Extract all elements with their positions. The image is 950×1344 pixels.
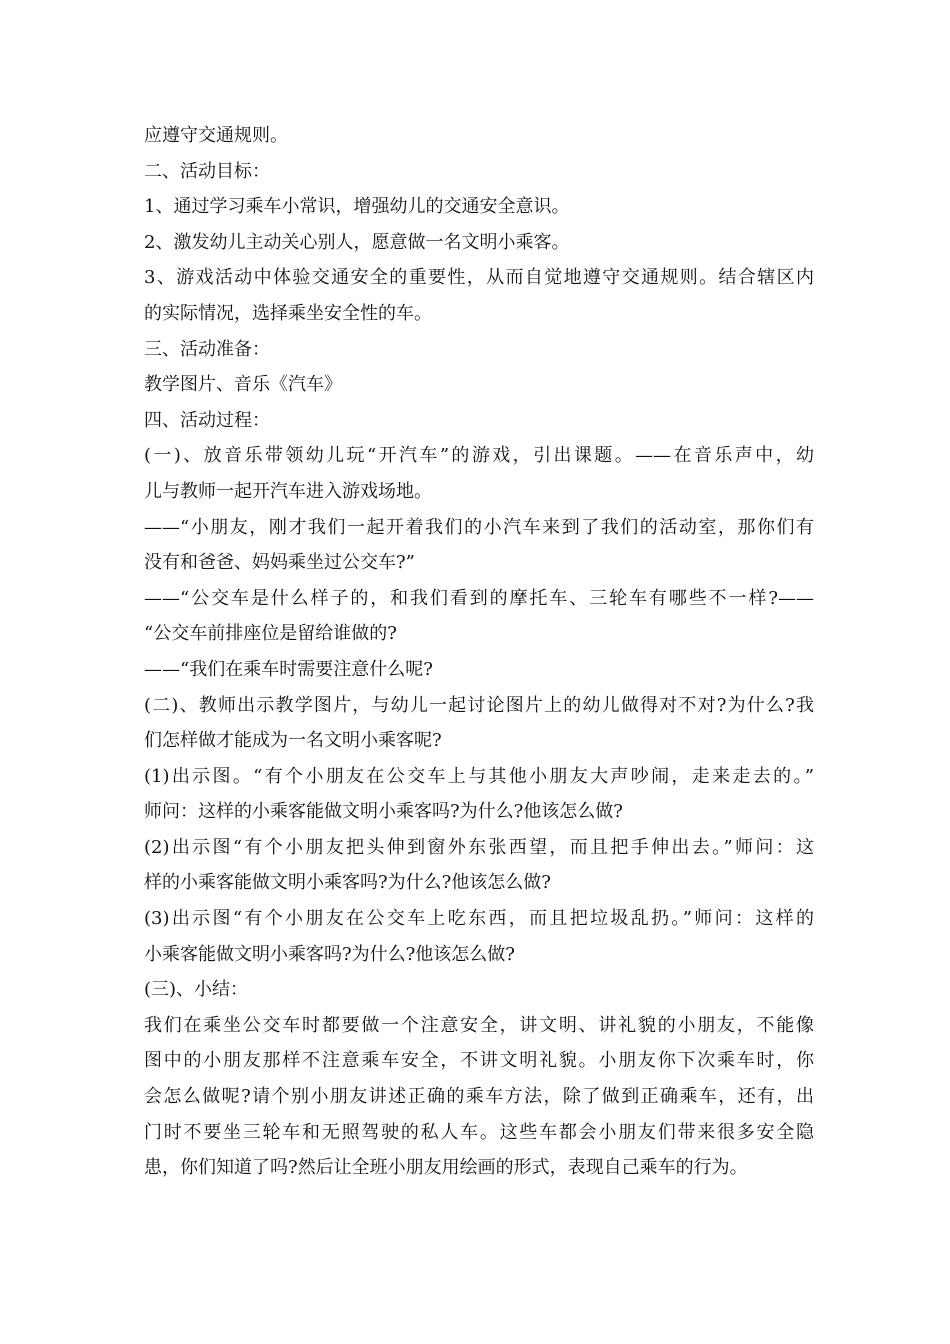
text-line: 的实际情况，选择乘坐安全性的车。: [144, 302, 432, 324]
document-body: [144, 118, 814, 1186]
text-line: “公交车前排座位是留给谁做的?: [144, 623, 397, 645]
section-heading-goals: 二、活动目标：: [144, 160, 270, 182]
text-line: 小乘客能做文明小乘客吗?为什么?他该怎么做?: [144, 943, 515, 965]
text-line: 图中的小朋友那样不注意乘车安全，不讲文明礼貌。小朋友你下次乘车时，你: [144, 1050, 814, 1072]
text-line: 门时不要坐三轮车和无照驾驶的私人车。这些车都会小朋友们带来很多安全隐: [144, 1121, 814, 1143]
text-line: 教学图片、音乐《汽车》: [144, 374, 342, 396]
text-line: 没有和爸爸、妈妈乘坐过公交车?”: [144, 552, 415, 574]
section-heading-preparation: 三、活动准备：: [144, 338, 270, 360]
text-line: 2、激发幼儿主动关心别人，愿意做一名文明小乘客。: [144, 231, 570, 253]
text-line: ——“公交车是什么样子的，和我们看到的摩托车、三轮车有哪些不一样?——: [144, 587, 814, 609]
text-line: (3)出示图“有个小朋友在公交车上吃东西，而且把垃圾乱扔。”师问：这样的: [144, 908, 814, 930]
text-line: (2)出示图“有个小朋友把头伸到窗外东张西望，而且把手伸出去。”师问：这: [144, 836, 814, 858]
section-heading-summary: (三)、小结：: [144, 979, 249, 1001]
text-line: 样的小乘客能做文明小乘客吗?为什么?他该怎么做?: [144, 872, 551, 894]
section-heading-process: 四、活动过程：: [144, 409, 270, 431]
text-line: 我们在乘坐公交车时都要做一个注意安全，讲文明、讲礼貌的小朋友，不能像: [144, 1014, 814, 1036]
text-line: (二)、教师出示教学图片，与幼儿一起讨论图片上的幼儿做得对不对?为什么?我: [144, 694, 814, 716]
text-line: 师问：这样的小乘客能做文明小乘客吗?为什么?他该怎么做?: [144, 801, 623, 823]
text-line: 们怎样做才能成为一名文明小乘客呢?: [144, 730, 442, 752]
text-line: 患，你们知道了吗?然后让全班小朋友用绘画的形式，表现自己乘车的行为。: [144, 1157, 748, 1179]
text-line: 应遵守交通规则。: [144, 125, 288, 146]
text-line: 会怎么做呢?请个别小朋友讲述正确的乘车方法，除了做到正确乘车，还有，出: [144, 1086, 814, 1108]
text-line: ——“我们在乘车时需要注意什么呢?: [144, 658, 433, 680]
text-line: (一)、放音乐带领幼儿玩“开汽车”的游戏，引出课题。——在音乐声中，幼: [144, 445, 814, 467]
text-line: 3、游戏活动中体验交通安全的重要性，从而自觉地遵守交通规则。结合辖区内: [144, 267, 814, 289]
text-line: 1、通过学习乘车小常识，增强幼儿的交通安全意识。: [144, 196, 570, 218]
text-line: ——“小朋友，刚才我们一起开着我们的小汽车来到了我们的活动室，那你们有: [144, 516, 814, 538]
text-line: 儿与教师一起开汽车进入游戏场地。: [144, 480, 432, 502]
text-line: (1)出示图。“有个小朋友在公交车上与其他小朋友大声吵闹，走来走去的。”: [144, 765, 814, 787]
